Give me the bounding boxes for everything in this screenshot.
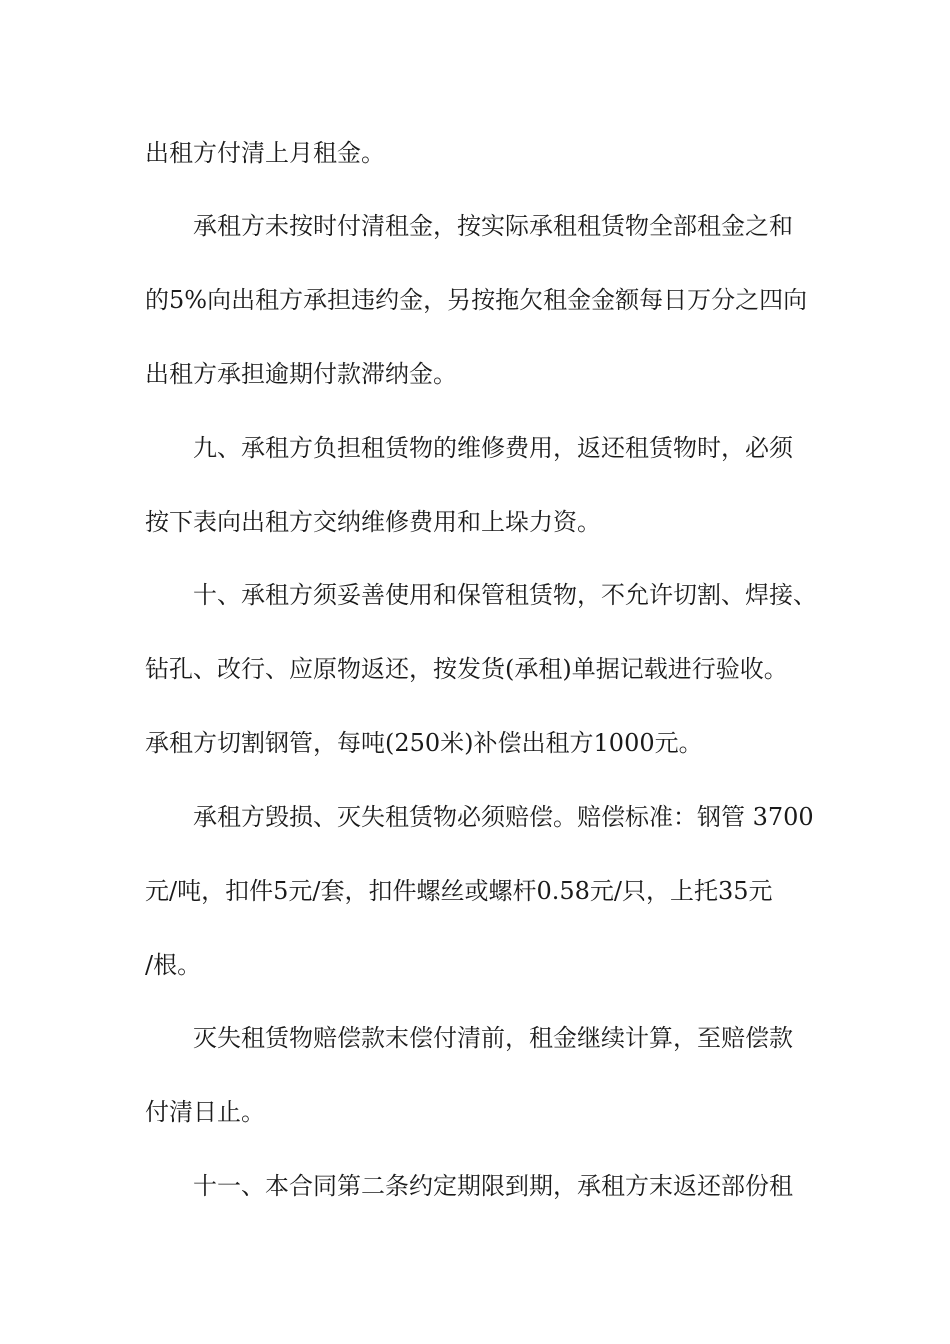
text-line-9: 承租方切割钢管，每吨(250米)补偿出租方1000元。: [145, 729, 703, 757]
text-line-7: 十、承租方须妥善使用和保管租赁物，不允许切割、焊接、: [193, 581, 817, 609]
text-line-4: 出租方承担逾期付款滞纳金。: [145, 360, 457, 388]
text-line-2: 承租方未按时付清租金，按实际承租租赁物全部租金之和: [193, 212, 793, 240]
text-line-5: 九、承租方负担租赁物的维修费用，返还租赁物时，必须: [193, 434, 793, 462]
text-line-6: 按下表向出租方交纳维修费用和上垛力资。: [145, 508, 601, 536]
text-line-1: 出租方付清上月租金。: [145, 139, 385, 167]
text-line-3: 的5%向出租方承担违约金，另按拖欠租金金额每日万分之四向: [145, 286, 808, 314]
text-line-11: 元/吨，扣件5元/套，扣件螺丝或螺杆0.58元/只，上托35元: [145, 877, 773, 905]
text-line-10: 承租方毁损、灭失租赁物必须赔偿。赔偿标准：钢管 3700: [193, 803, 814, 831]
text-line-8: 钻孔、改行、应原物返还，按发货(承租)单据记载进行验收。: [145, 655, 788, 683]
text-line-15: 十一、本合同第二条约定期限到期，承租方末返还部份租: [193, 1172, 793, 1200]
text-line-12: /根。: [145, 951, 202, 979]
text-line-14: 付清日止。: [145, 1098, 265, 1126]
text-line-13: 灭失租赁物赔偿款末偿付清前，租金继续计算，至赔偿款: [193, 1024, 793, 1052]
